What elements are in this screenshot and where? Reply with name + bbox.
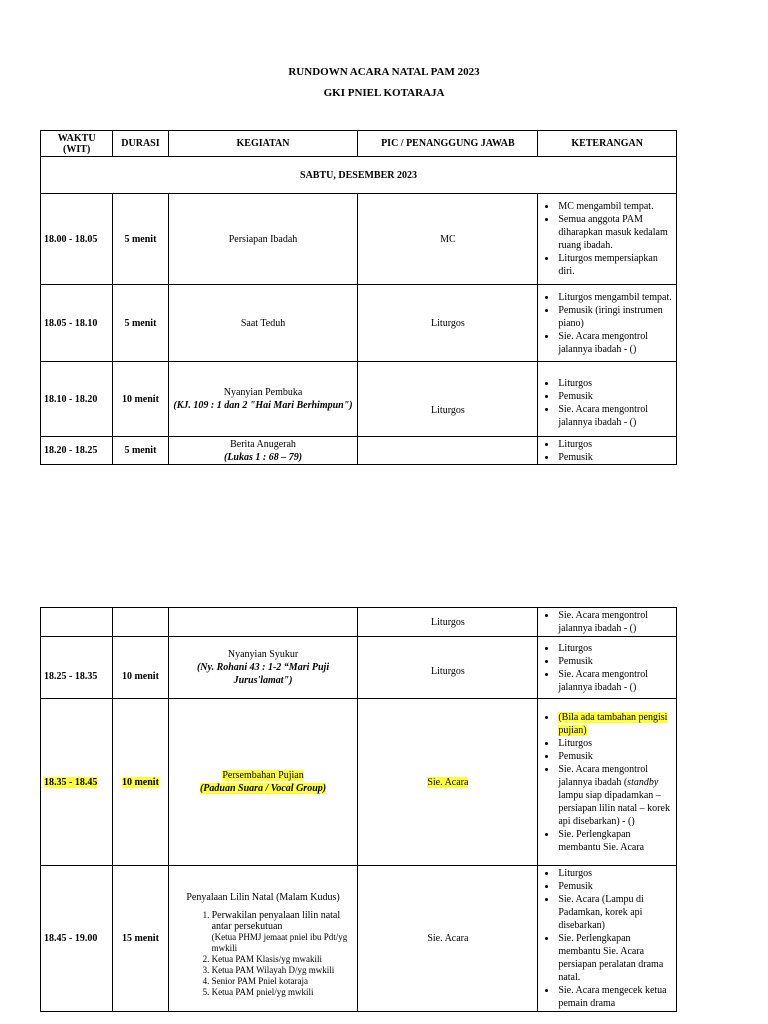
col-durasi: DURASI <box>113 131 168 157</box>
time-cell: 18.00 - 18.05 <box>41 194 113 285</box>
notes-cell <box>538 437 677 465</box>
duration-text: 10 menit <box>121 776 159 788</box>
activity-title: Berita Anugerah <box>230 438 296 450</box>
note-item: • Sie. Acara mengontrol jalannya ibadah - () <box>557 330 673 356</box>
note-item: • Liturgos mempersiapkan diri. <box>557 252 673 278</box>
duration-cell: 15 menit <box>113 866 168 1012</box>
pic-cell: Liturgos <box>358 285 538 362</box>
note-item: • Liturgos <box>557 737 673 750</box>
document-subtitle: GKI PNIEL KOTARAJA <box>323 87 445 99</box>
col-kegiatan: KEGIATAN <box>168 131 358 157</box>
pic-cell <box>358 699 538 866</box>
time-cell: 18.10 - 18.20 <box>41 362 113 437</box>
note-item: • Pemusik <box>557 451 673 464</box>
table-row <box>41 866 677 1012</box>
activity-title: Nyanyian Pembuka <box>223 387 303 398</box>
notes-cell <box>538 699 677 866</box>
note-item: • Liturgos <box>557 642 673 655</box>
table-row <box>41 637 677 699</box>
time-cell <box>41 608 113 637</box>
table-row <box>41 608 677 637</box>
note-item: • Liturgos mengambil tempat. <box>557 291 673 304</box>
time-cell: 18.45 - 19.00 <box>41 866 113 1012</box>
pic-text: Sie. Acara <box>427 776 469 788</box>
notes-cell <box>538 194 677 285</box>
note-item: • Semua anggota PAM diharapkan masuk kedalam ruang ibadah. <box>557 213 673 252</box>
activity-cell: Saat Teduh <box>168 285 358 362</box>
activity-detail: (KJ. 109 : 1 dan 2 "Hai Mari Berhimpun") <box>173 400 353 411</box>
time-cell: 18.20 - 18.25 <box>41 437 113 465</box>
day-row <box>41 157 677 194</box>
duration-cell: 10 menit <box>113 362 168 437</box>
table-row <box>41 437 677 465</box>
rundown-table-1 <box>40 130 677 465</box>
notes-cell <box>538 362 677 437</box>
time-cell <box>41 699 113 866</box>
highlight-note: (Bila ada tambahan pengisi pujian) <box>558 711 668 736</box>
activity-title: Penyalaan Lilin Natal (Malam Kudus) <box>186 892 340 903</box>
note-item: • Sie. Perlengkapan membantu Sie. Acara persiapan peralatan drama natal. <box>557 932 673 984</box>
list-item: 2. Ketua PAM Klasis/yg mwakili <box>212 954 355 965</box>
time-cell: 18.05 - 18.10 <box>41 285 113 362</box>
notes-cell <box>538 637 677 699</box>
note-item: • MC mengambil tempat. <box>557 200 673 213</box>
note-item: • Pemusik <box>557 880 673 893</box>
duration-cell: 5 menit <box>113 437 168 465</box>
activity-detail: (Paduan Suara / Vocal Group) <box>199 783 327 794</box>
rundown-table-2 <box>40 607 677 1012</box>
pic-cell: MC <box>358 194 538 285</box>
duration-cell <box>113 608 168 637</box>
note-item: • Pemusik (iringi instrumen piano) <box>557 304 673 330</box>
duration-cell <box>113 699 168 866</box>
table-row <box>41 194 677 285</box>
day-label: SABTU, DESEMBER 2023 <box>41 157 677 194</box>
duration-cell: 5 menit <box>113 194 168 285</box>
candle-lighting-list <box>172 910 355 998</box>
note-item: • Sie. Acara mengontrol jalannya ibadah - () <box>557 668 673 694</box>
activity-cell: Persiapan Ibadah <box>168 194 358 285</box>
activity-title: Persembahan Pujian <box>222 770 304 781</box>
note-item: • Sie. Acara mengecek ketua pemain drama <box>557 984 673 1010</box>
notes-cell <box>538 608 677 637</box>
list-item: 5. Ketua PAM pniel/yg mwkili <box>212 987 355 998</box>
note-item: • Pemusik <box>557 750 673 763</box>
pic-cell <box>358 437 538 465</box>
col-keterangan: KETERANGAN <box>538 131 677 157</box>
table-row <box>41 699 677 866</box>
note-item: • Sie. Acara (Lampu di Padamkan, korek api disebarkan) <box>557 893 673 932</box>
col-pic: PIC / PENANGGUNG JAWAB <box>358 131 538 157</box>
table-header-row <box>41 131 677 157</box>
list-item: 4. Senior PAM Pniel kotaraja <box>212 976 355 987</box>
duration-cell: 10 menit <box>113 637 168 699</box>
activity-cell <box>168 637 358 699</box>
duration-cell: 5 menit <box>113 285 168 362</box>
col-waktu: WAKTU (WIT) <box>41 131 113 157</box>
notes-cell <box>538 285 677 362</box>
note-item: • Liturgos <box>557 867 673 880</box>
note-item: • Pemusik <box>557 390 673 403</box>
note-item: • Liturgos <box>557 377 673 390</box>
pic-cell: Liturgos <box>358 362 538 437</box>
activity-cell <box>168 362 358 437</box>
document-title: RUNDOWN ACARA NATAL PAM 2023 <box>288 66 480 78</box>
note-item: • Liturgos <box>557 438 673 451</box>
activity-cell <box>168 608 358 637</box>
note-item: • Pemusik <box>557 655 673 668</box>
activity-cell <box>168 866 358 1012</box>
note-item <box>557 711 673 737</box>
pic-cell: Sie. Acara <box>358 866 538 1012</box>
time-text: 18.35 - 18.45 <box>44 776 98 788</box>
time-cell: 18.25 - 18.35 <box>41 637 113 699</box>
table-row <box>41 285 677 362</box>
note-item: • Sie. Acara mengontrol jalannya ibadah - () <box>557 403 673 429</box>
pic-cell: Liturgos <box>358 637 538 699</box>
activity-detail: (Ny. Rohani 43 : 1-2 “Mari Puji Jurus'lamat") <box>196 662 330 686</box>
list-item: 1. Perwakilan penyalaan lilin natal antar persekutuan (Ketua PHMJ jemaat pniel ibu Pdt/yg mwkili <box>212 910 355 954</box>
note-item: • Sie. Acara mengontrol jalannya ibadah (standby lampu siap dipadamkan – persiapan lilin natal – korek api disebarkan) - () <box>557 763 673 828</box>
pic-cell: Liturgos <box>358 608 538 637</box>
note-item: • Sie. Acara mengontrol jalannya ibadah - () <box>557 609 673 635</box>
table-row <box>41 362 677 437</box>
activity-cell <box>168 437 358 465</box>
notes-cell <box>538 866 677 1012</box>
activity-detail: (Lukas 1 : 68 – 79) <box>223 451 303 463</box>
activity-cell <box>168 699 358 866</box>
activity-title: Nyanyian Syukur <box>227 649 299 660</box>
note-item: • Sie. Perlengkapan membantu Sie. Acara <box>557 828 673 854</box>
list-item: 3. Ketua PAM Wilayah D/yg mwkili <box>212 965 355 976</box>
